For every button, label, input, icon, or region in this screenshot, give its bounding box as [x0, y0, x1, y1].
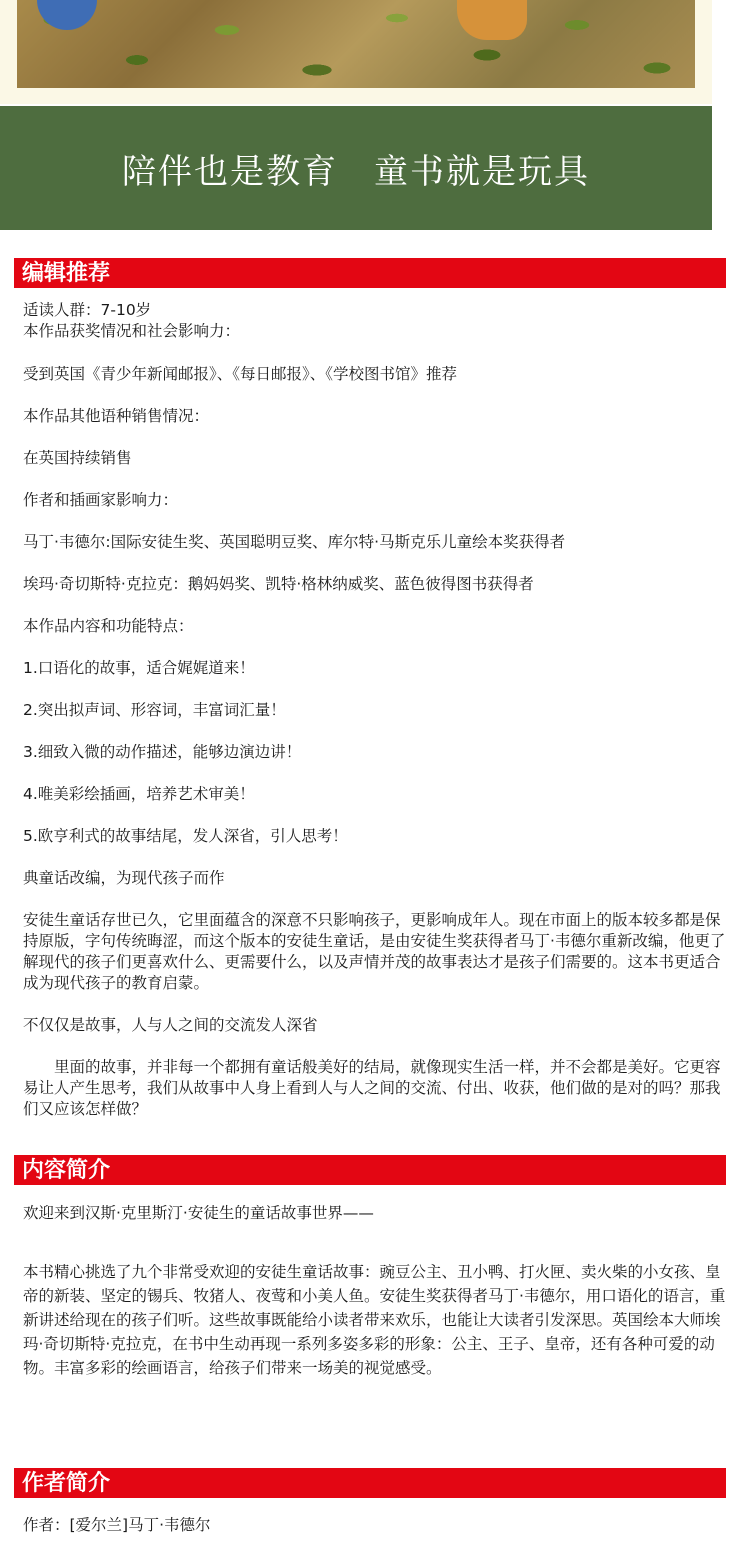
editor-line: 埃玛·奇切斯特·克拉克：鹅妈妈奖、凯特·格林纳威奖、蓝色彼得图书获得者 — [23, 575, 534, 593]
illustration-frame — [0, 0, 712, 104]
section-header-author: 作者简介 — [14, 1468, 726, 1498]
editor-line: 本作品内容和功能特点： — [23, 617, 194, 635]
editor-line: 3.细致入微的动作描述，能够边演边讲！ — [23, 743, 302, 761]
illustration-figure-right — [457, 0, 527, 40]
editor-line: 4.唯美彩绘插画，培养艺术审美！ — [23, 785, 255, 803]
editor-line: 本作品其他语种销售情况： — [23, 407, 210, 425]
editor-line: 2.突出拟声词、形容词，丰富词汇量！ — [23, 701, 286, 719]
content-body: 本书精心挑选了九个非常受欢迎的安徒生童话故事：豌豆公主、丑小鸭、打火匣、卖火柴的小女孩、皇帝的新装、坚定的锡兵、牧猪人、夜莺和小美人鱼。安徒生奖获得者马丁·韦德尔，用口语化的语言，重新讲述给现在的孩子们听。这些故事既能给小读者带来欢乐，也能让大读者引发深思。英国绘本大师埃玛·奇切斯特·克拉克，在书中生动再现一系列多姿多彩的形象：公主、王子、皇帝，还有各种可爱的动物。丰富多彩的绘画语言，给孩子们带来一场美的视觉感受。 — [23, 1263, 726, 1377]
illustration-figure-left — [37, 0, 97, 30]
editor-paragraph: 里面的故事，并非每一个都拥有童话般美好的结局，就像现实生活一样，并不会都是美好。它更容易让人产生思考，我们从故事中人身上看到人与人之间的交流、付出、收获，他们做的是对的吗？那我们又应该怎样做？ — [23, 1058, 721, 1118]
editor-line: 典童话改编，为现代孩子而作 — [23, 869, 225, 887]
book-illustration — [17, 0, 695, 88]
editor-line: 受到英国《青少年新闻邮报》、《每日邮报》、《学校图书馆》推荐 — [23, 365, 458, 383]
slogan-banner — [0, 106, 712, 230]
editor-line: 在英国持续销售 — [23, 449, 132, 467]
section-header-editor: 编辑推荐 — [14, 258, 726, 288]
editor-line: 5.欧亨利式的故事结尾，发人深省，引人思考！ — [23, 827, 348, 845]
content-intro: 欢迎来到汉斯·克里斯汀·安徒生的童话故事世界—— — [23, 1204, 374, 1222]
editor-line: 马丁·韦德尔:国际安徒生奖、英国聪明豆奖、库尔特·马斯克乐儿童绘本奖获得者 — [23, 533, 566, 551]
editor-line: 本作品获奖情况和社会影响力： — [23, 322, 241, 340]
editor-line: 适读人群：7-10岁 — [23, 301, 152, 319]
editor-line: 作者和插画家影响力： — [23, 491, 179, 509]
section-header-content: 内容简介 — [14, 1155, 726, 1185]
editor-subhead: 不仅仅是故事，人与人之间的交流发人深省 — [23, 1016, 318, 1034]
editor-line: 1.口语化的故事，适合娓娓道来！ — [23, 659, 255, 677]
slogan-text: 陪伴也是教育 童书就是玩具 — [122, 151, 590, 192]
editor-paragraph: 安徒生童话存世已久，它里面蕴含的深意不只影响孩子，更影响成年人。现在市面上的版本较多都是保持原版，字句传统晦涩，而这个版本的安徒生童话，是由安徒生奖获得者马丁·韦德尔重新改编，他更了解现代的孩子们更喜欢什么、更需要什么，以及声情并茂的故事表达才是孩子们需要的。这本书更适合成为现代孩子的教育启蒙。 — [23, 911, 726, 992]
author-line: 作者：[爱尔兰]马丁·韦德尔 — [23, 1516, 211, 1534]
